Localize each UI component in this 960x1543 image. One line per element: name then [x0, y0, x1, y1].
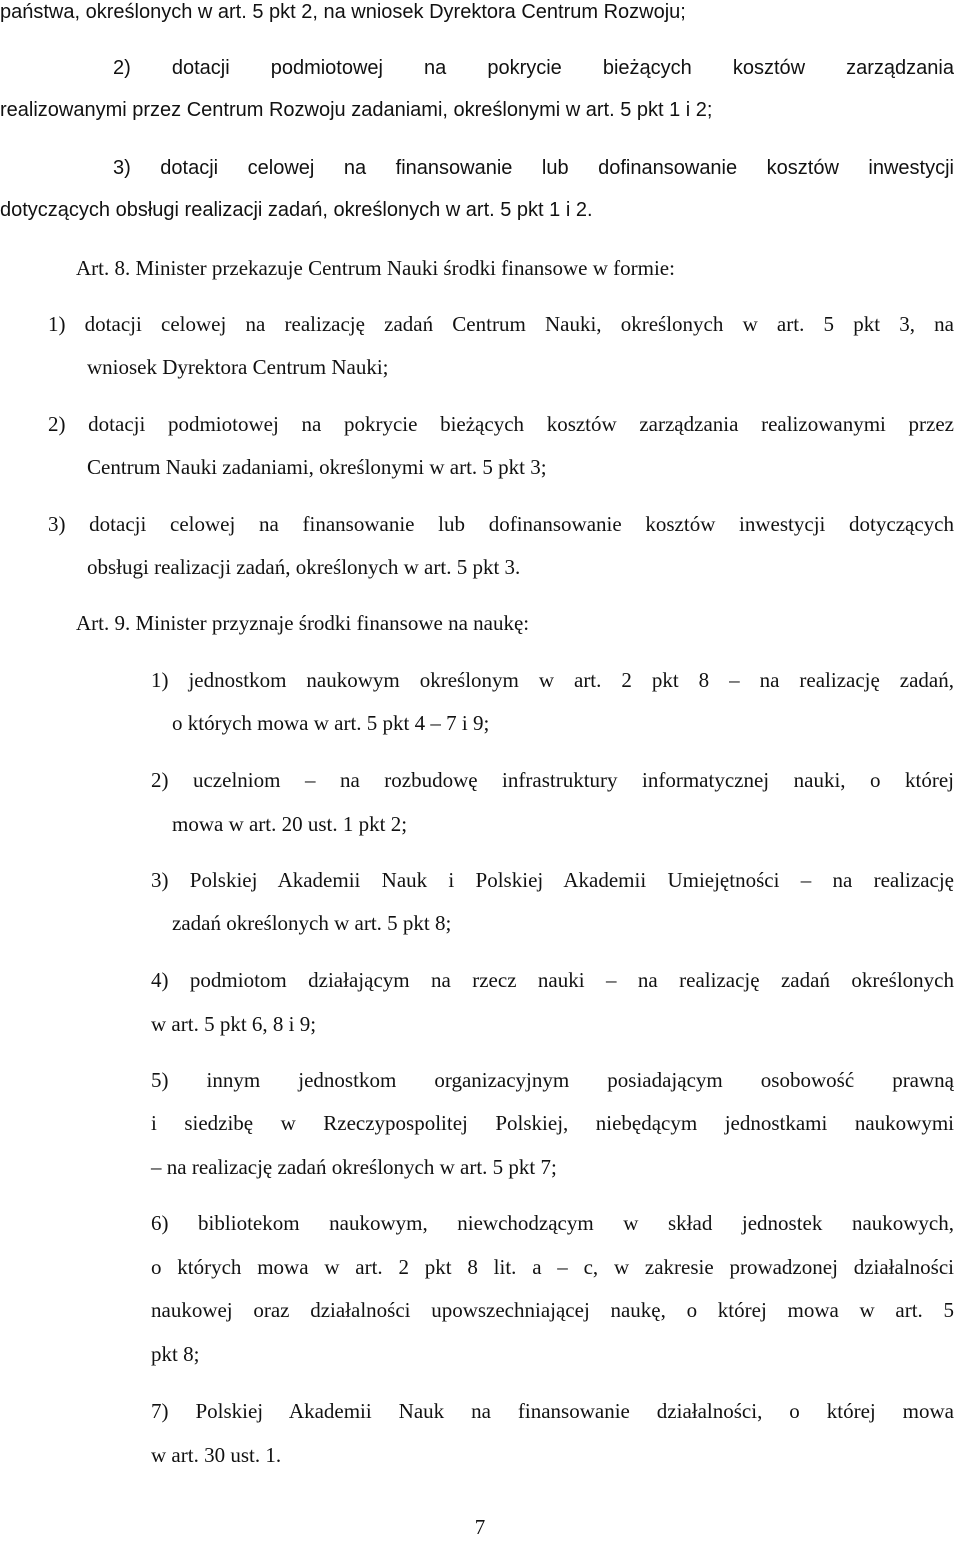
intro-item-2-line-2: realizowanymi przez Centrum Rozwoju zadaniami, określonymi w art. 5 pkt 1 i 2; — [0, 99, 713, 121]
intro-line-1: państwa, określonych w art. 5 pkt 2, na wniosek Dyrektora Centrum Rozwoju; — [0, 1, 686, 23]
art9-item-7-line-2: w art. 30 ust. 1. — [151, 1443, 282, 1467]
art9-item-6-line-2: o których mowa w art. 2 pkt 8 lit. a – c, w zakresie prowadzonej działalności — [151, 1255, 954, 1279]
art9-item-5-line-2: i siedzibę w Rzeczypospolitej Polskiej, niebędącym jednostkami naukowymi — [151, 1111, 954, 1135]
art9-item-1-line-2: o których mowa w art. 5 pkt 4 – 7 i 9; — [172, 711, 490, 735]
art9-item-5-line-1: 5) innym jednostkom organizacyjnym posiadającym osobowość prawną — [151, 1068, 954, 1092]
intro-item-3-line-2: dotyczących obsługi realizacji zadań, określonych w art. 5 pkt 1 i 2. — [0, 199, 593, 221]
intro-item-2-line-1: 2) dotacji podmiotowej na pokrycie bieżących kosztów zarządzania — [113, 57, 954, 79]
art8-heading: Art. 8. Minister przekazuje Centrum Nauki środki finansowe w formie: — [76, 256, 675, 280]
art9-item-5-line-3: – na realizację zadań określonych w art. 5 pkt 7; — [151, 1155, 557, 1179]
intro-item-3-line-1: 3) dotacji celowej na finansowanie lub dofinansowanie kosztów inwestycji — [113, 157, 954, 179]
art9-item-6-line-3: naukowej oraz działalności upowszechniającej naukę, o której mowa w art. 5 — [151, 1298, 954, 1322]
art9-item-7-line-1: 7) Polskiej Akademii Nauk na finansowanie działalności, o której mowa — [151, 1399, 954, 1423]
art8-item-1-line-2: wniosek Dyrektora Centrum Nauki; — [87, 355, 389, 379]
art8-item-1-line-1: 1) dotacji celowej na realizację zadań Centrum Nauki, określonych w art. 5 pkt 3, na — [48, 312, 954, 336]
art9-heading: Art. 9. Minister przyznaje środki finansowe na naukę: — [76, 611, 530, 635]
art9-item-3-line-1: 3) Polskiej Akademii Nauk i Polskiej Akademii Umiejętności – na realizację — [151, 868, 954, 892]
page-number: 7 — [474, 1515, 486, 1539]
art8-item-3-line-1: 3) dotacji celowej na finansowanie lub dofinansowanie kosztów inwestycji dotyczących — [48, 512, 954, 536]
art9-item-3-line-2: zadań określonych w art. 5 pkt 8; — [172, 911, 452, 935]
art8-item-3-line-2: obsługi realizacji zadań, określonych w art. 5 pkt 3. — [87, 555, 521, 579]
art9-item-2-line-2: mowa w art. 20 ust. 1 pkt 2; — [172, 812, 408, 836]
art9-item-6-line-4: pkt 8; — [151, 1342, 200, 1366]
art9-item-4-line-1: 4) podmiotom działającym na rzecz nauki – na realizację zadań określonych — [151, 968, 954, 992]
art9-item-2-line-1: 2) uczelniom – na rozbudowę infrastruktury informatycznej nauki, o której — [151, 768, 954, 792]
art9-item-6-line-1: 6) bibliotekom naukowym, niewchodzącym w skład jednostek naukowych, — [151, 1211, 954, 1235]
art9-item-4-line-2: w art. 5 pkt 6, 8 i 9; — [151, 1012, 317, 1036]
art8-item-2-line-1: 2) dotacji podmiotowej na pokrycie bieżących kosztów zarządzania realizowanymi przez — [48, 412, 954, 436]
art9-item-1-line-1: 1) jednostkom naukowym określonym w art. 2 pkt 8 – na realizację zadań, — [151, 668, 954, 692]
art8-item-2-line-2: Centrum Nauki zadaniami, określonymi w art. 5 pkt 3; — [87, 455, 547, 479]
